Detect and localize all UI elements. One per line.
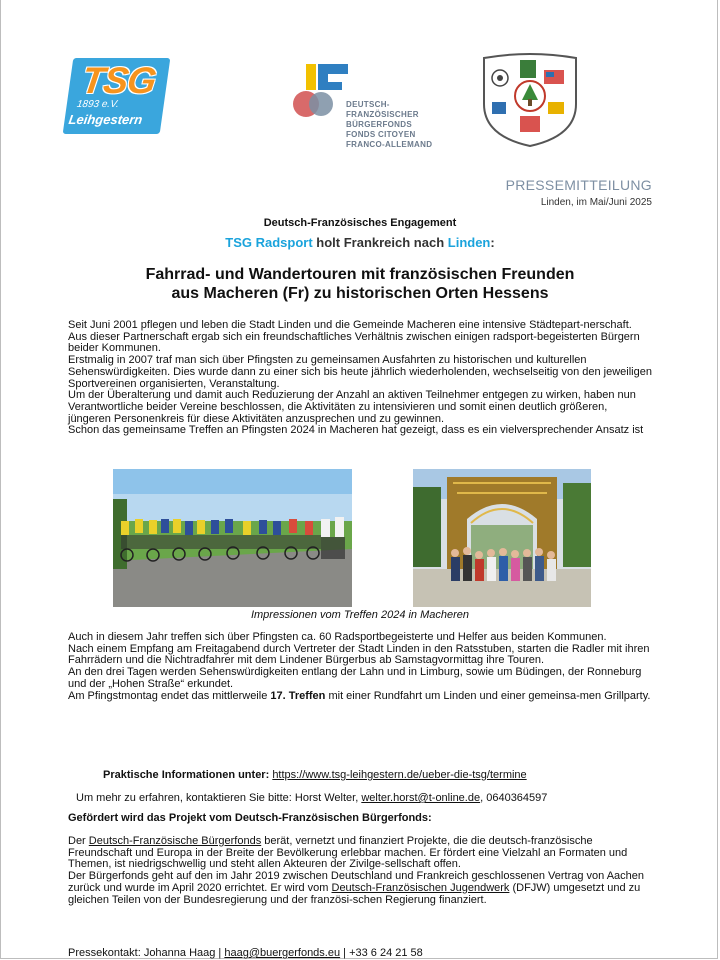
- paragraph: An den drei Tagen werden Sehenswürdigkeiten entlang der Lahn und in Limburg, sowie um Büdingen, der Ronneburg und der „Hohen Straße“ erkundet.: [68, 666, 642, 690]
- paragraph: Um der Überalterung und damit auch Reduzierung der Anzahl an aktiven Teilnehmer entgegen zu wirken, haben nun Verantwortliche beider Vereine beschlossen, die Aktivitäten zu intensivieren und somit einen deutlich größeren, jüngeren Personenkreis für diese Aktivitäten anzusprechen und zu gewinnen.: [68, 389, 636, 425]
- paragraph: Nach einem Empfang am Freitagabend durch Vertreter der Stadt Linden in den Ratsstuben, starten die Radler mit ihren Fahrrädern und die Nichtradfahrer mit dem Lindener Bürgerbus ab Samstagvormittag ihre Touren.: [68, 642, 650, 667]
- photo-caption: Impressionen vom Treffen 2024 in Macheren: [250, 609, 470, 621]
- press-email-link[interactable]: haag@buergerfonds.eu: [224, 947, 341, 959]
- buergerfonds-logo-text: [346, 100, 432, 150]
- press-release-title: PRESSEMITTEILUNG: [505, 177, 652, 193]
- text: Am Pfingstmontag endet das mittlerweile: [68, 689, 271, 702]
- dfjw-link[interactable]: Deutsch-Französischen Jugendwerk: [331, 881, 510, 894]
- paragraph: Schon das gemeinsame Treffen an Pfingsten 2024 in Macheren hat gezeigt, dass es ein vielversprechender Ansatz ist: [68, 424, 644, 437]
- tsg-logo-place: Leihgestern: [67, 112, 144, 127]
- dfb-line: FRANCO-ALLEMAND: [346, 140, 433, 149]
- headline-line: Fahrrad- und Wandertouren mit französischen Freunden: [145, 266, 575, 283]
- dfb-line: DEUTSCH-: [346, 100, 390, 109]
- subheading-part: holt Frankreich nach: [312, 235, 448, 250]
- contact-line: [76, 792, 547, 804]
- tsg-logo: [63, 58, 171, 134]
- text: Der: [68, 835, 89, 847]
- headline-line: aus Macheren (Fr) zu historischen Orten Hessens: [171, 285, 549, 302]
- tsg-logo-text: TSG: [79, 60, 159, 101]
- buergerfonds-link[interactable]: Deutsch-Französische Bürgerfonds: [88, 835, 262, 847]
- photo-cyclists-group: [113, 469, 352, 607]
- linden-crest-logo: [480, 52, 580, 148]
- text: mit einer Rundfahrt um Linden und einer gemeinsa-men Grillparty.: [325, 689, 651, 702]
- engagement-heading: Deutsch-Französisches Engagement: [263, 217, 457, 229]
- contact-email-link[interactable]: welter.horst@t-online.de: [361, 792, 481, 804]
- photo-group-at-gate: [413, 469, 591, 607]
- fund-text: [68, 836, 653, 906]
- paragraph: [68, 836, 653, 871]
- buergerfonds-logo-mark: [292, 64, 348, 120]
- text: | +33 6 24 21 58: [340, 947, 423, 959]
- contact-phone: , 0640364597: [480, 792, 548, 804]
- headline: [0, 265, 720, 303]
- text: Pressekontakt: Johanna Haag |: [68, 947, 225, 959]
- paragraph: Auch in diesem Jahr treffen sich über Pfingsten ca. 60 Radsportbegeisterte und Helfer aus beiden Kommunen.: [68, 631, 607, 643]
- dfb-line: BÜRGERFONDS: [346, 120, 412, 129]
- press-release-date: Linden, im Mai/Juni 2025: [540, 197, 652, 208]
- paragraph: [68, 871, 653, 906]
- text: Der Bürgerfonds geht auf den im Jahr 2019 zwischen Deutschland und Frankreich geschlossenen Vertrag von Aachen zurück und wurde im April 2020 errichtet. Er wird vom: [68, 870, 645, 894]
- tsg-logo-year: 1893 e.V.: [76, 99, 120, 110]
- press-contact: [68, 947, 423, 959]
- paragraph: Erstmalig in 2007 traf man sich über Pfingsten zu gemeinsamen Ausfahrten zu historischen und kulturellen Sehenswürdigkeiten. Dies wurde dann zu einer sich bis heute jährlich wiederholenden, wechselseitig von den jeweiligen Sportvereinen organisierten, Veranstaltung.: [68, 354, 652, 390]
- contact-text: Um mehr zu erfahren, kontaktieren Sie bitte: Horst Welter,: [76, 792, 362, 804]
- paragraph: Seit Juni 2001 pflegen und leben die Stadt Linden und die Gemeinde Macheren eine intensive Städtepart-nerschaft. Aus dieser Partnerschaft ergab sich ein freundschaftliches Verhältnis zwischen einigen radsport-begeisterten Bürgern beider Kommunen.: [68, 319, 640, 355]
- intro-text: [68, 320, 653, 437]
- practical-info: [103, 769, 527, 781]
- subheading-part: Linden: [447, 235, 491, 250]
- subheading: [0, 235, 720, 250]
- practical-info-label: Praktische Informationen unter:: [103, 769, 273, 781]
- subheading-part: TSG Radsport: [225, 235, 313, 250]
- paragraph: [68, 691, 653, 703]
- text: (DFJW) umgesetzt und zu gleichen Teilen von der Bundesregierung und der französi-schen Regierung finanziert.: [68, 881, 641, 906]
- funded-heading: Gefördert wird das Projekt vom Deutsch-Französischen Bürgerfonds:: [68, 812, 432, 824]
- text: berät, vernetzt und finanziert Projekte, die die deutsch-französische Freundschaft und Europa in der Breite der Bevölkerung erlebbar machen. Er fördert eine Vielzahl an Formaten und Themen, ist niedrigschwellig und steht allen Akteuren der Zivilge-sellschaft offen.: [68, 835, 628, 871]
- termine-link[interactable]: https://www.tsg-leihgestern.de/ueber-die-tsg/termine: [272, 769, 527, 781]
- event-count: 17. Treffen: [270, 689, 326, 702]
- event-text: [68, 632, 653, 702]
- dfb-line: FONDS CITOYEN: [346, 130, 416, 139]
- subheading-part: :: [490, 235, 495, 250]
- dfb-line: FRANZÖSISCHER: [346, 110, 419, 119]
